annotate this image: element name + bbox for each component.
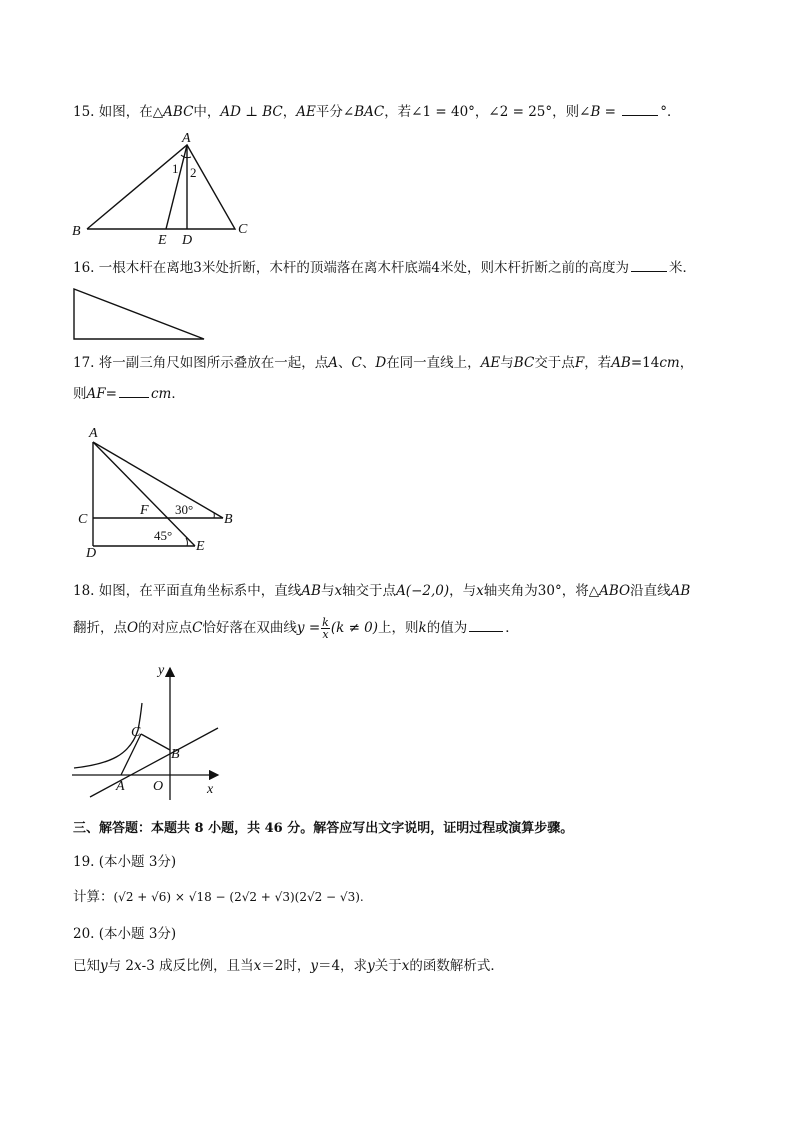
label-C: C: [78, 512, 88, 527]
angle-45-label: 45°: [154, 528, 173, 543]
angle-30-label: 30°: [175, 502, 194, 517]
question-18-line-2: 翻折，点O的对应点C恰好落在双曲线y = $\frac{k}{x}$ (k ≠ 0)上，则k的值为 ．: [73, 616, 519, 641]
label-B: B: [171, 747, 180, 762]
label-x: x: [207, 782, 214, 797]
label-A: A: [182, 131, 191, 146]
answer-blank[interactable]: [469, 619, 503, 632]
label-C: C: [238, 222, 248, 237]
label-D: D: [182, 233, 193, 248]
question-20-body: 已知y与 2x-3 成反比例，且当x＝2时，y＝4，求y关于x的函数解析式．: [73, 958, 504, 974]
angle-1-label: 1: [172, 161, 179, 176]
label-B: B: [72, 224, 81, 239]
question-19-title: 19. (本小题 3分): [73, 854, 177, 870]
question-20-title: 20. (本小题 3分): [73, 926, 177, 942]
section-3-heading: 三、解答题：本题共 8 小题，共 46 分。解答应写出文字说明，证明过程或演算步骤。: [73, 821, 574, 836]
label-A: A: [116, 779, 125, 794]
question-17-line-2: 则AF= cm．: [73, 386, 185, 402]
label-B: B: [224, 512, 233, 527]
question-18-line-1: 18. 如图，在平面直角坐标系中，直线AB与x轴交于点A(−2,0)，与x轴夹角为30°，将△ABO沿直线AB: [73, 583, 691, 599]
fraction-k-over-x: $\frac{k}{x}$: [322, 616, 329, 641]
label-O: O: [153, 779, 164, 794]
question-16-text: 16. 一根木杆在离地3米处折断，木杆的顶端落在离木杆底端4米处，则木杆折断之前的高度为 米．: [73, 260, 696, 276]
answer-blank[interactable]: [622, 103, 658, 116]
question-19-body: 计算：(√2 + √6) × √18 − (2√2 + √3)(2√2 − √3).: [73, 889, 364, 905]
answer-blank[interactable]: [119, 385, 149, 398]
label-D: D: [86, 546, 97, 561]
label-F: F: [140, 503, 149, 518]
angle-2-label: 2: [190, 165, 197, 180]
question-17-line-1: 17. 将一副三角尺如图所示叠放在一起，点A、C、D在同一直线上，AE与BC交于点F，若AB=14cm，: [73, 355, 694, 371]
label-y: y: [158, 663, 165, 678]
q15-triangle-figure: [65, 133, 265, 248]
q19-expression: (√2 + √6) × √18 − (2√2 + √3)(2√2 − √3).: [113, 890, 364, 904]
label-E: E: [158, 233, 167, 248]
q17-triangles-figure: [75, 422, 245, 561]
q16-pole-figure: [72, 287, 212, 345]
label-A: A: [89, 426, 98, 441]
question-15-text: 15. 如图，在△ABC中，AD ⊥ BC，AE平分∠BAC，若∠1 = 40°，∠2 = 25°，则∠B = °．: [73, 104, 681, 120]
label-E: E: [196, 539, 205, 554]
label-C: C: [131, 725, 141, 740]
answer-blank[interactable]: [631, 259, 667, 272]
q18-coordinate-figure: [70, 660, 230, 800]
